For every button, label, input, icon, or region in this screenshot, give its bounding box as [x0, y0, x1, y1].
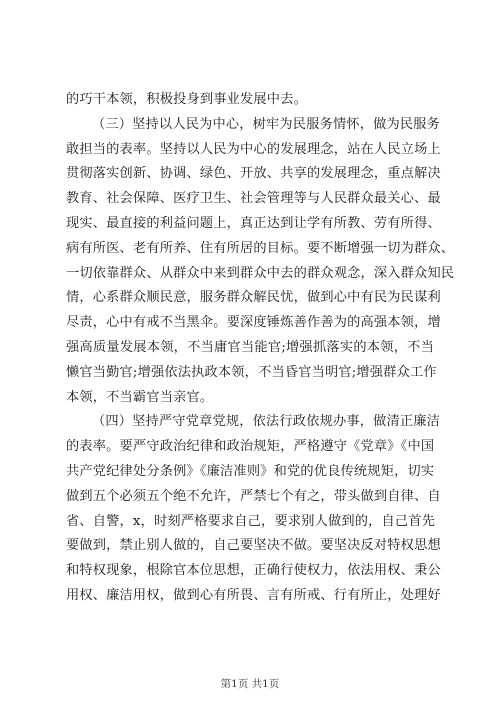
document-body — [66, 88, 455, 609]
text-line: 敢担当的表率。坚持以人民为中心的发展理念，站在人民立场上 — [66, 141, 441, 157]
text-line: 省、自警，x，时刻严格要求自己，要求别人做到的，自己首先 — [66, 513, 436, 529]
text-line: 一切依靠群众、从群众中来到群众中去的群众观念，深入群众知民 — [66, 265, 455, 281]
page-footer — [0, 676, 500, 691]
text-line: 病有所医、老有所养、住有所居的目标。要不断增强一切为群众、 — [66, 240, 455, 256]
page-number-label: 第1页 共1页 — [220, 678, 280, 690]
text-line: 的巧干本领，积极投身到事业发展中去。 — [66, 92, 307, 107]
text-line: 本领，不当霸官当亲官。 — [66, 389, 214, 405]
text-line: 共产党纪律处分条例》《廉洁准则》和党的优良传统规矩，切实 — [66, 463, 435, 479]
text-line: 的表率。要严守政治纪律和政治规矩，严格遵守《党章》《中国 — [66, 439, 435, 455]
text-line: 要做到，禁止别人做的，自己要坚决不做。要坚决反对特权思想 — [66, 538, 441, 554]
text-line: （四）坚持严守党章党规，依法行政依规办事，做清正廉洁 — [92, 414, 441, 430]
text-line: 用权、廉洁用权，做到心有所畏、言有所戒、行有所止，处理好 — [66, 587, 441, 603]
text-line: 做到五个必须五个绝不允许，严禁七个有之，带头做到自律、自 — [66, 488, 441, 504]
text-line: 懒官当勤官;增强依法执政本领，不当昏官当明官;增强群众工作 — [66, 364, 437, 380]
text-line: 尽责，心中有戒不当黑伞。要深度锤炼善作善为的高强本领，增 — [66, 315, 441, 331]
text-line: 教育、社会保障、医疗卫生、社会管理等与人民群众最关心、最 — [66, 191, 441, 207]
text-line: 强高质量发展本领，不当庸官当能官;增强抓落实的本领，不当 — [66, 339, 434, 355]
text-line: （三）坚持以人民为中心，树牢为民服务情怀，做为民服务 — [92, 116, 441, 132]
text-line: 现实、最直接的利益问题上，真正达到让学有所教、劳有所得、 — [66, 215, 441, 231]
text-line: 和特权现象，根除官本位思想，正确行使权力，依法用权、秉公 — [66, 563, 441, 579]
text-line: 情，心系群众顺民意，服务群众解民忧，做到心中有民为民谋利 — [66, 290, 441, 306]
text-line: 贯彻落实创新、协调、绿色、开放、共享的发展理念，重点解决 — [66, 166, 441, 182]
